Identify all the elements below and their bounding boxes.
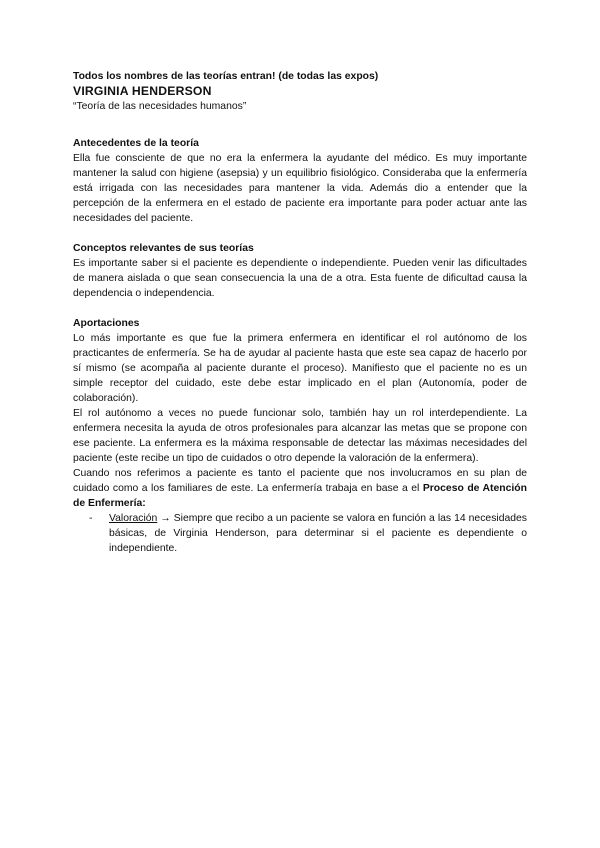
section-paragraph: El rol autónomo a veces no puede funcionar solo, también hay un rol interdependiente. La enfermera necesita la ayuda de otros profesionales para alcanzar las metas que se propone con ese paciente. La enfermera es la máxima responsable de detectar las máximas necesidades del paciente (este recibe un tipo de cuidados o otro depende la valoración de la enfermera). — [73, 408, 527, 464]
arrow-icon: → — [157, 513, 174, 524]
section-heading: Antecedentes de la teoría — [73, 138, 199, 149]
exam-note: Todos los nombres de las teorías entran! (de todas las expos) — [73, 71, 379, 82]
document-page — [73, 70, 527, 556]
section-antecedentes — [73, 136, 527, 226]
section-conceptos — [73, 241, 527, 301]
paragraph-bold-text: Proceso de Atención de Enfermería: — [73, 483, 528, 509]
section-paragraph: Lo más importante es que fue la primera enfermera en identificar el rol autónomo de los practicantes de enfermería. Se ha de ayudar al paciente hasta que este sea capaz de hacerlo por sí mismo (se acompaña al paciente durante el proceso). Manifiesto que el paciente no es un simple receptor del cuidado, este debe estar implicado en el plan (Autonomía, poder de colaboración). — [73, 333, 527, 404]
section-paragraph: Es importante saber si el paciente es dependiente o independiente. Pueden venir las dificultades de manera aislada o que sean consecuencia la una de a otra. Esta fuente de dificultad causa la dependencia o independencia. — [73, 258, 527, 299]
section-heading: Aportaciones — [73, 318, 140, 329]
dash-bullet-icon: - — [89, 513, 93, 524]
section-paragraph — [73, 466, 527, 511]
bullet-text: Siempre que recibo a un paciente se valora en función a las 14 necesidades básicas, de Virginia Henderson, para determinar si el paciente es dependiente o independiente. — [109, 513, 528, 554]
page-title: VIRGINIA HENDERSON — [73, 84, 212, 98]
bullet-list — [73, 511, 527, 556]
paragraph-text: Cuando nos referimos a paciente es tanto el paciente que nos involucramos en su plan de cuidado como a los familiares de este. La enfermería trabaja en base a el — [73, 468, 527, 494]
list-item — [73, 511, 527, 556]
bullet-term: Valoración — [109, 513, 158, 524]
section-heading: Conceptos relevantes de sus teorías — [73, 243, 254, 254]
theory-subtitle: “Teoría de las necesidades humanos” — [73, 101, 247, 112]
section-aportaciones — [73, 316, 527, 556]
section-paragraph: Ella fue consciente de que no era la enfermera la ayudante del médico. Es muy importante mantener la salud con higiene (asepsia) y un equilibrio fisiológico. Consideraba que la enfermería está irrigada con las necesidades para mantener la vida. Además dio a entender que la percepción de la enfermera en el estado de paciente era importante para poder actuar ante las necesidades del paciente. — [73, 153, 527, 224]
